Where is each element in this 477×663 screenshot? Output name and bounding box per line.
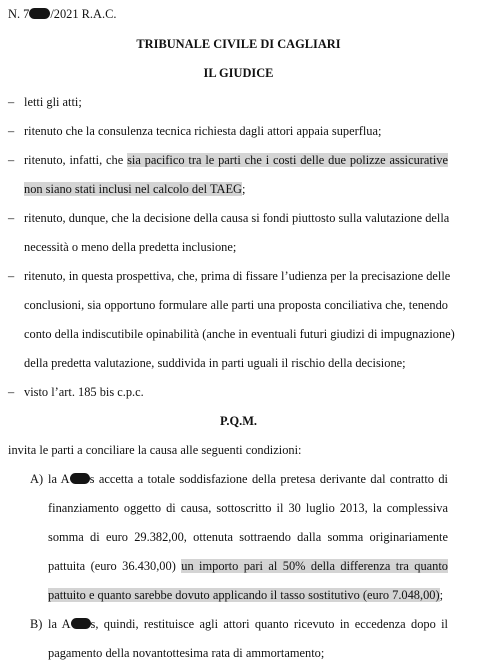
premise-text: conto della indiscutibile opinabilità (anche in eventuali futuri giudizi di impugnazione) [24,327,455,341]
invite-text: invita le parti a conciliare la causa alle seguenti condizioni: [8,443,302,457]
premise-text: ritenuto, dunque, che la decisione della causa si fondi piuttosto sulla valutazione della [24,211,450,225]
item-marker: B) [30,617,43,631]
item-tail: ; [439,588,444,602]
list-dash: – [8,269,15,283]
list-dash: – [8,95,15,109]
premise-text: ritenuto che la consulenza tecnica richiesta dagli attori appaia superflua; [24,124,382,138]
pqm-heading: P.Q.M. [219,414,258,428]
highlighted-text: non siano stati inclusi nel calcolo del TAEG [24,182,242,196]
premise-text: visto l’art. 185 bis c.p.c. [24,385,144,399]
item-marker: A) [30,472,44,486]
case-reference-prefix: N. 7 [8,7,30,21]
court-title: TRIBUNALE CIVILE DI CAGLIARI [136,37,341,51]
list-dash: – [8,211,15,225]
premise-tail: ; [241,182,246,196]
premise-text: conclusioni, sia opportuno formulare alle parti una proposta conciliativa che, tenendo [24,298,448,312]
highlighted-text: pattuito e quanto sarebbe dovuto applicando il tasso sostitutivo (euro 7.048,00) [48,588,440,602]
item-prefix: la A [48,617,71,631]
list-dash: – [8,124,15,138]
judge-title: IL GIUDICE [203,66,274,80]
premise-lead: ritenuto, infatti, che [24,153,128,167]
item-text: finanziamento oggetto di causa, sottoscritto il 30 luglio 2013, la complessiva [48,501,448,515]
case-reference [8,6,116,22]
item-text: pagamento della novantottesima rata di ammortamento; [48,646,325,660]
item-suffix: s, quindi, restituisce agli attori quanto ricevuto in eccedenza dopo il [90,617,448,631]
item-lead: pattuita (euro 36.430,00) [48,559,182,573]
premise-text: letti gli atti; [24,95,82,109]
premise-text [24,152,448,168]
item-text [48,587,443,603]
item-text [48,471,448,487]
premise-text [24,181,245,197]
case-reference-suffix: /2021 R.A.C. [50,7,117,21]
item-text [48,558,448,574]
redaction-mark [71,618,91,629]
item-prefix: la A [48,472,70,486]
item-text [48,616,448,632]
premise-text: della predetta valutazione, suddivida in parti uguali il rischio della decisione; [24,356,406,370]
premise-text: necessità o meno della predetta inclusione; [24,240,237,254]
item-suffix: s accetta a totale soddisfazione della pretesa derivante dal contratto di [89,472,448,486]
redaction-mark [29,8,50,19]
premise-text: ritenuto, in questa prospettiva, che, prima di fissare l’udienza per la precisazione delle [24,269,451,283]
list-dash: – [8,385,15,399]
highlighted-text: sia pacifico tra le parti che i costi delle due polizze assicurative [127,153,448,167]
item-text: somma di euro 29.382,00, ottenuta sottraendo dalla somma originariamente [48,530,448,544]
list-dash: – [8,153,15,167]
redaction-mark [70,473,90,484]
highlighted-text: un importo pari al 50% della differenza tra quanto [181,559,448,573]
